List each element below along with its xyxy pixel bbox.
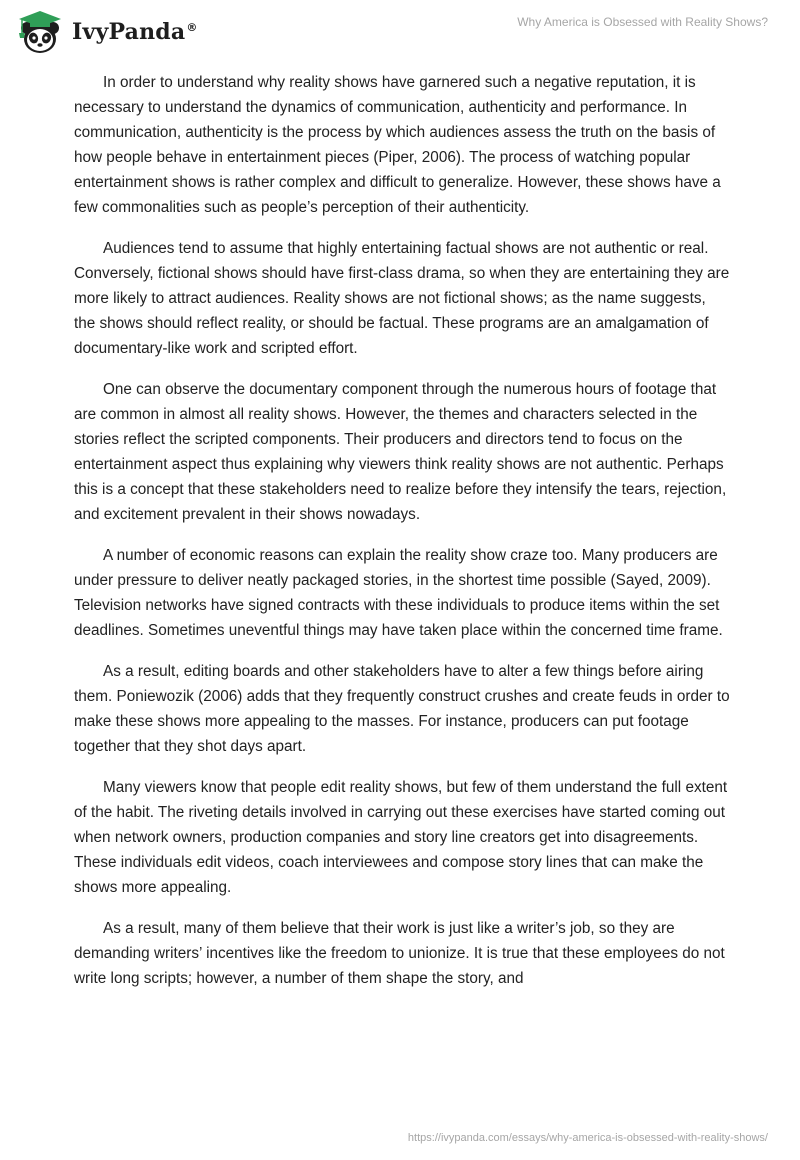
paragraph-2: Audiences tend to assume that highly entertaining factual shows are not authentic or real. Conversely, fictional shows should have first-class drama, so when they are entertaining they are more likely to attract audiences. Reality shows are not fictional shows; as the name suggests, the shows should reflect reality, or should be factual. These programs are an amalgamation of documentary-like work and scripted effort. bbox=[74, 240, 730, 357]
brand-name: IvyPanda® bbox=[72, 19, 198, 45]
ivypanda-logo[interactable] bbox=[12, 7, 198, 57]
panda-graduate-icon bbox=[12, 7, 68, 57]
paragraph-6: Many viewers know that people edit reality shows, but few of them understand the full extent of the habit. The riveting details involved in carrying out these exercises have started coming out when network owners, production companies and story line creators get into disagreements. These individuals edit videos, coach interviewees and compose story lines that can make the shows more appealing. bbox=[74, 779, 728, 896]
source-url[interactable]: https://ivypanda.com/essays/why-america-is-obsessed-with-reality-shows/ bbox=[407, 1132, 768, 1144]
paragraph-5: As a result, editing boards and other stakeholders have to alter a few things before airing them. Poniewozik (2006) adds that they frequently construct crushes and create feuds in order to make these shows more appealing to the masses. For instance, producers can put footage together that they shot days apart. bbox=[74, 663, 730, 755]
paragraph-3: One can observe the documentary component through the numerous hours of footage that are common in almost all reality shows. However, the themes and characters selected in the stories reflect the scripted components. Their producers and directors tend to focus on the entertainment aspect thus explaining why viewers think reality shows are not authentic. Perhaps this is a concept that these stakeholders need to realize before they intensify the tears, rejection, and excitement prevalent in their shows nowadays. bbox=[74, 381, 727, 523]
page-header bbox=[0, 0, 800, 64]
paragraph-1: In order to understand why reality shows have garnered such a negative reputation, it is necessary to understand the dynamics of communication, authenticity and performance. In communication, authenticity is the process by which audiences assess the truth on the basis of how people behave in entertainment pieces (Piper, 2006). The process of watching popular entertainment shows is rather complex and difficult to generalize. However, these shows have a few commonalities such as people’s perception of their authenticity. bbox=[74, 74, 721, 216]
page-title: Why America is Obsessed with Reality Shows? bbox=[517, 15, 768, 29]
paragraph-7: As a result, many of them believe that their work is just like a writer’s job, so they are demanding writers’ incentives like the freedom to unionize. It is true that these employees do not write long scripts; however, a number of them shape the story, and bbox=[74, 920, 725, 987]
essay-body bbox=[74, 70, 730, 1007]
paragraph-4: A number of economic reasons can explain the reality show craze too. Many producers are under pressure to deliver neatly packaged stories, in the shortest time possible (Sayed, 2009). Television networks have signed contracts with these individuals to produce items within the set deadlines. Sometimes uneventful things may have taken place within the concerned time frame. bbox=[74, 547, 723, 639]
